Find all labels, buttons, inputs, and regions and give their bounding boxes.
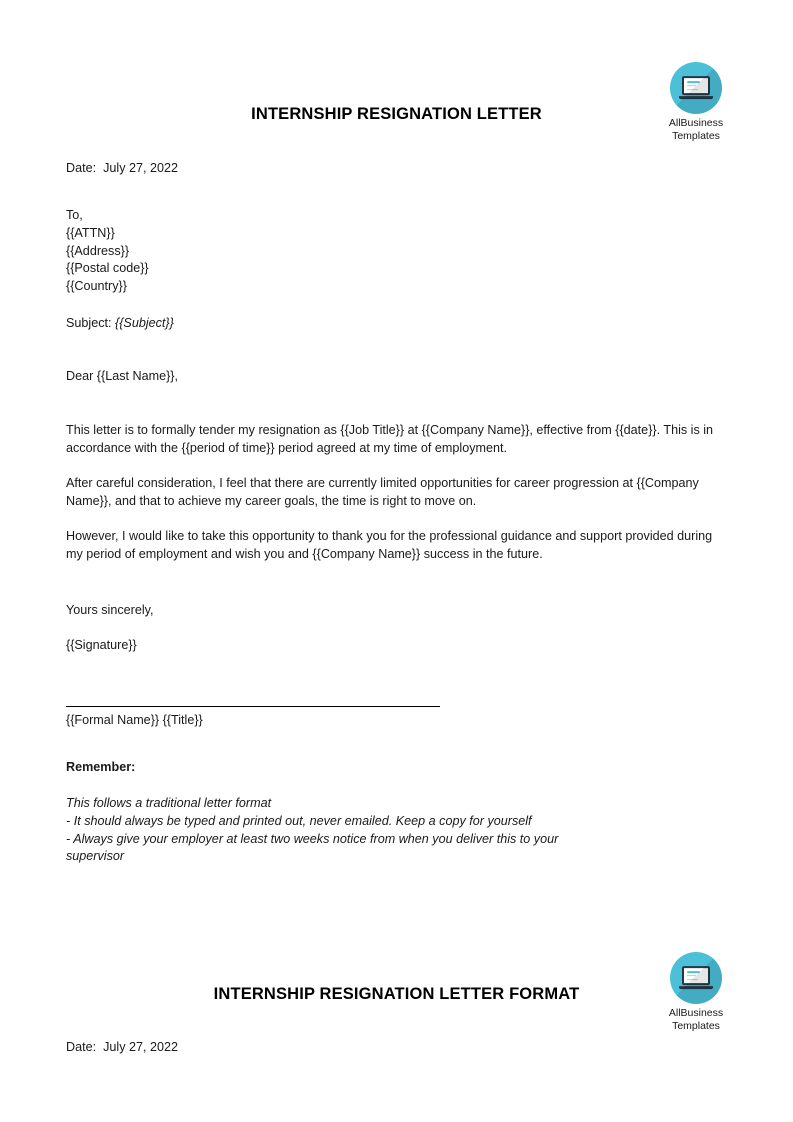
body-paragraph-3-wrap: [66, 528, 726, 564]
body-paragraph-1-wrap: [66, 422, 726, 458]
date-label: Date:: [66, 161, 97, 175]
page-2-date-value: July 27, 2022: [103, 1040, 179, 1054]
recipient-postal-code: {{Postal code}}: [66, 261, 149, 276]
page-2-date-label: Date:: [66, 1040, 97, 1054]
brand-name: [648, 1007, 744, 1032]
recipient-attn: {{ATTN}}: [66, 225, 115, 240]
remember-item-1: This follows a traditional letter format: [66, 796, 272, 810]
body-paragraph-2-wrap: [66, 475, 726, 511]
salutation: Dear {{Last Name}},: [66, 369, 179, 383]
recipient-to: To,: [66, 208, 83, 222]
remember-item-2: - It should always be typed and printed out, never emailed. Keep a copy for yourself: [66, 813, 532, 828]
recipient-address: {{Address}}: [66, 243, 130, 258]
page-2-title: INTERNSHIP RESIGNATION LETTER FORMAT: [213, 985, 580, 1003]
subject-label: Subject:: [66, 316, 116, 330]
recipient-country: {{Country}}: [66, 279, 127, 294]
signature-rule: [66, 706, 440, 707]
date-line: [66, 160, 726, 178]
brand-name-line-2: Templates: [672, 1019, 720, 1032]
subject-value: {{Subject}}: [115, 316, 174, 330]
date-value: July 27, 2022: [103, 161, 179, 175]
brand-logo-top[interactable]: [648, 62, 744, 142]
remember-list: [66, 795, 611, 866]
subject-line: [66, 315, 726, 333]
remember-heading: Remember:: [66, 760, 136, 774]
brand-name-line-1: AllBusiness: [668, 117, 724, 129]
closing-line: Yours sincerely,: [66, 603, 154, 617]
remember-item-3: - Always give your employer at least two weeks notice from when you deliver this to your supervisor: [66, 831, 559, 864]
body-paragraph-3: However, I would like to take this opportunity to thank you for the professional guidance and support provided during my period of employment and wish you and {{Company Name}} success in the future.: [66, 529, 713, 561]
brand-name-line-2: Templates: [672, 129, 720, 142]
page-2-date-line: [66, 1039, 726, 1057]
signature-placeholder: {{Signature}}: [66, 638, 137, 652]
signature-name-title: {{Formal Name}} {{Title}}: [66, 713, 203, 727]
page-title: INTERNSHIP RESIGNATION LETTER: [251, 105, 542, 123]
body-paragraph-2: After careful consideration, I feel that there are currently limited opportunities for career progression at {{Company Name}}, and that to achieve my career goals, the time is right to move on.: [66, 476, 699, 508]
body-paragraph-1: This letter is to formally tender my resignation as {{Job Title}} at {{Company Name}}, effective from {{date}}. This is in accordance with the {{period of time}} period agreed at my time of employment.: [66, 423, 714, 455]
brand-name-line-1: AllBusiness: [668, 1007, 724, 1019]
recipient-block: [66, 207, 726, 296]
